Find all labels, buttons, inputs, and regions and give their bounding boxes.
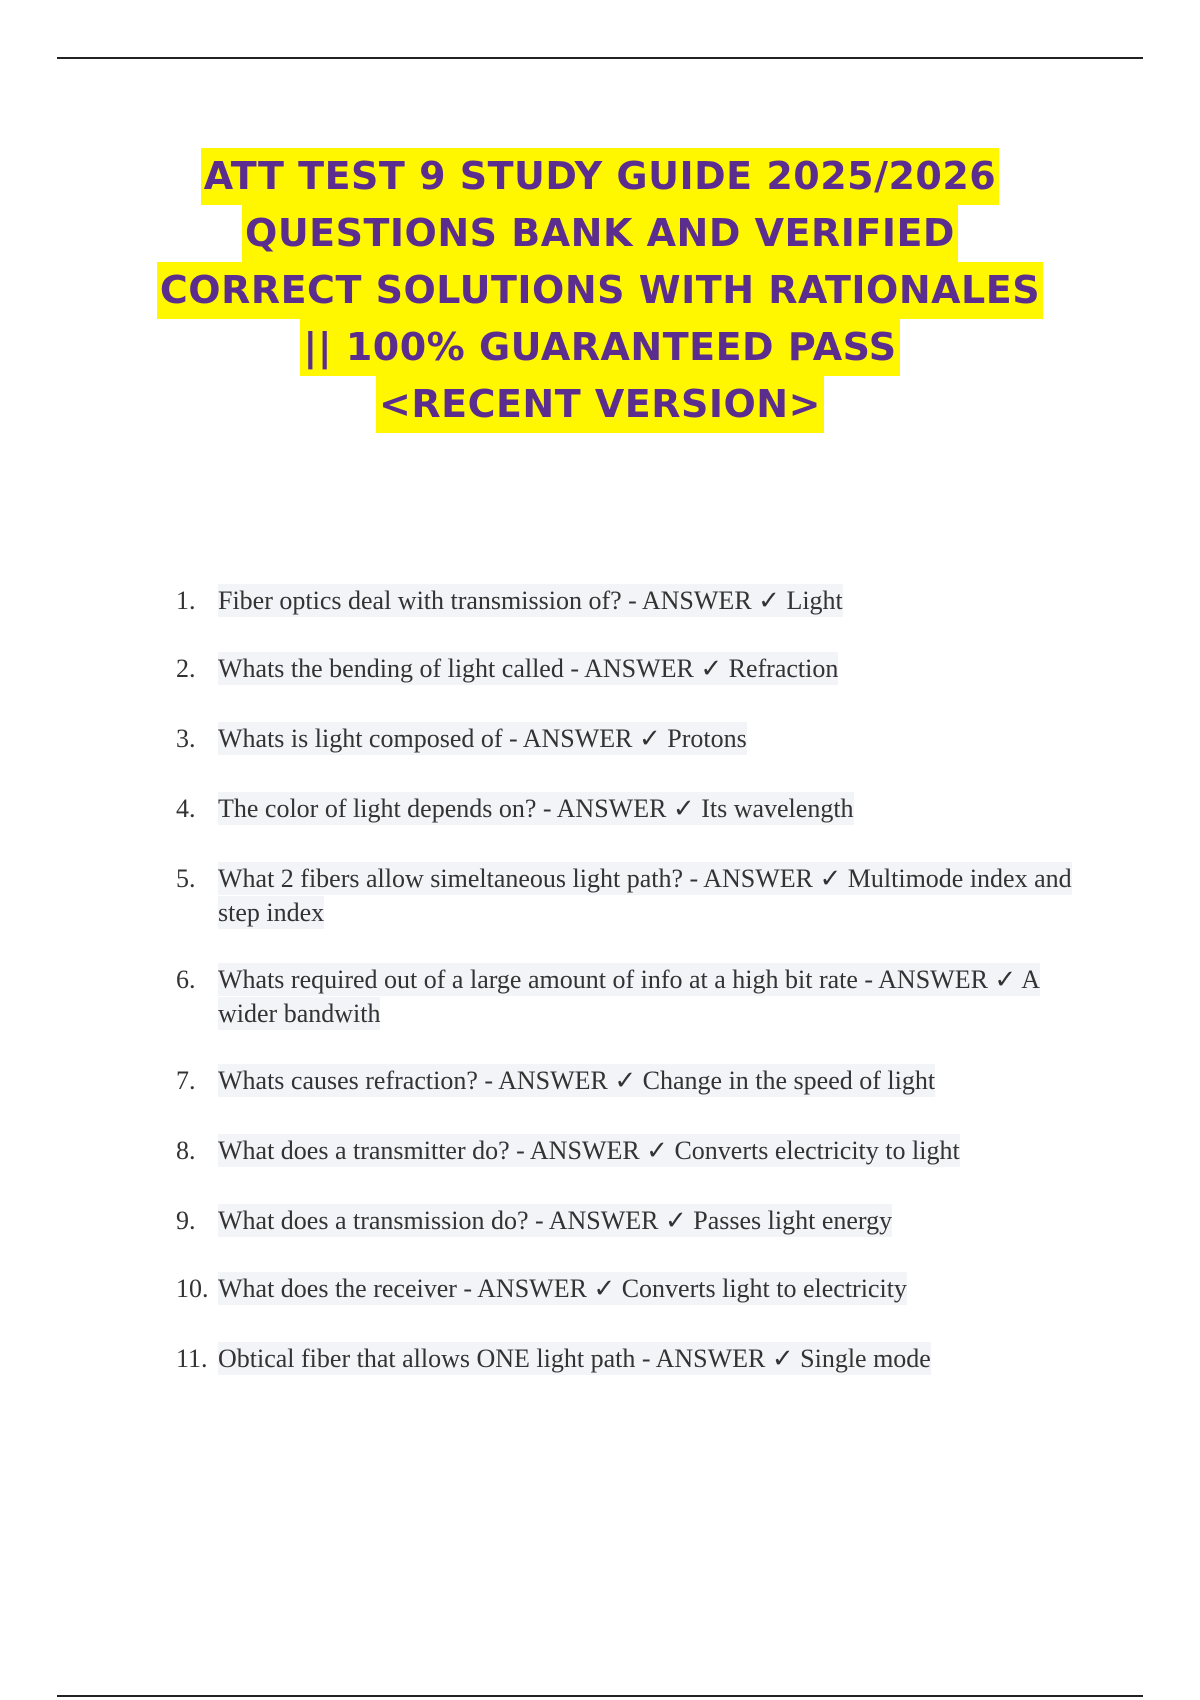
item-text: What 2 fibers allow simeltaneous light path? - ANSWER ✓ Multimode index and step index <box>218 864 1072 927</box>
top-rule <box>57 57 1143 59</box>
item-text: What does a transmitter do? - ANSWER ✓ Converts electricity to light <box>218 1136 960 1165</box>
list-item <box>176 1134 1096 1168</box>
list-item <box>176 1272 1096 1306</box>
item-text: Whats required out of a large amount of info at a high bit rate - ANSWER ✓ A wider bandwith <box>218 965 1041 1028</box>
list-item <box>176 1064 1096 1098</box>
item-number: 7. <box>176 1066 196 1095</box>
item-number: 8. <box>176 1136 196 1165</box>
title-line-4: || 100% GUARANTEED PASS <box>300 319 899 376</box>
title-line-3: CORRECT SOLUTIONS WITH RATIONALES <box>157 262 1043 319</box>
item-number: 3. <box>176 724 196 753</box>
list-item <box>176 1204 1096 1238</box>
item-text: Obtical fiber that allows ONE light path - ANSWER ✓ Single mode <box>218 1344 931 1373</box>
list-item <box>176 584 1096 618</box>
item-number: 1. <box>176 586 196 615</box>
list-item <box>176 862 1096 930</box>
list-item <box>176 1342 1096 1376</box>
item-text: Whats is light composed of - ANSWER ✓ Protons <box>218 724 747 753</box>
title-line-1: ATT TEST 9 STUDY GUIDE 2025/2026 <box>201 148 999 205</box>
question-list <box>176 584 1096 1376</box>
list-item <box>176 722 1096 756</box>
title-line-5: <RECENT VERSION> <box>376 376 824 433</box>
list-item <box>176 792 1096 826</box>
item-text: The color of light depends on? - ANSWER ✓ Its wavelength <box>218 794 854 823</box>
item-number: 6. <box>176 965 196 994</box>
item-text: What does a transmission do? - ANSWER ✓ Passes light energy <box>218 1206 893 1235</box>
item-text: Whats causes refraction? - ANSWER ✓ Change in the speed of light <box>218 1066 936 1095</box>
item-number: 9. <box>176 1206 196 1235</box>
item-text: Whats the bending of light called - ANSWER ✓ Refraction <box>218 654 839 683</box>
title-line-2: QUESTIONS BANK AND VERIFIED <box>242 205 958 262</box>
item-number: 10. <box>176 1274 209 1303</box>
item-number: 11. <box>176 1344 208 1373</box>
item-text: What does the receiver - ANSWER ✓ Converts light to electricity <box>218 1274 907 1303</box>
item-text: Fiber optics deal with transmission of? - ANSWER ✓ Light <box>218 586 843 615</box>
bottom-rule <box>57 1695 1143 1697</box>
item-number: 5. <box>176 864 196 893</box>
list-item <box>176 963 1096 1031</box>
list-item <box>176 652 1096 686</box>
item-number: 4. <box>176 794 196 823</box>
document-title <box>60 148 1140 433</box>
item-number: 2. <box>176 654 196 683</box>
